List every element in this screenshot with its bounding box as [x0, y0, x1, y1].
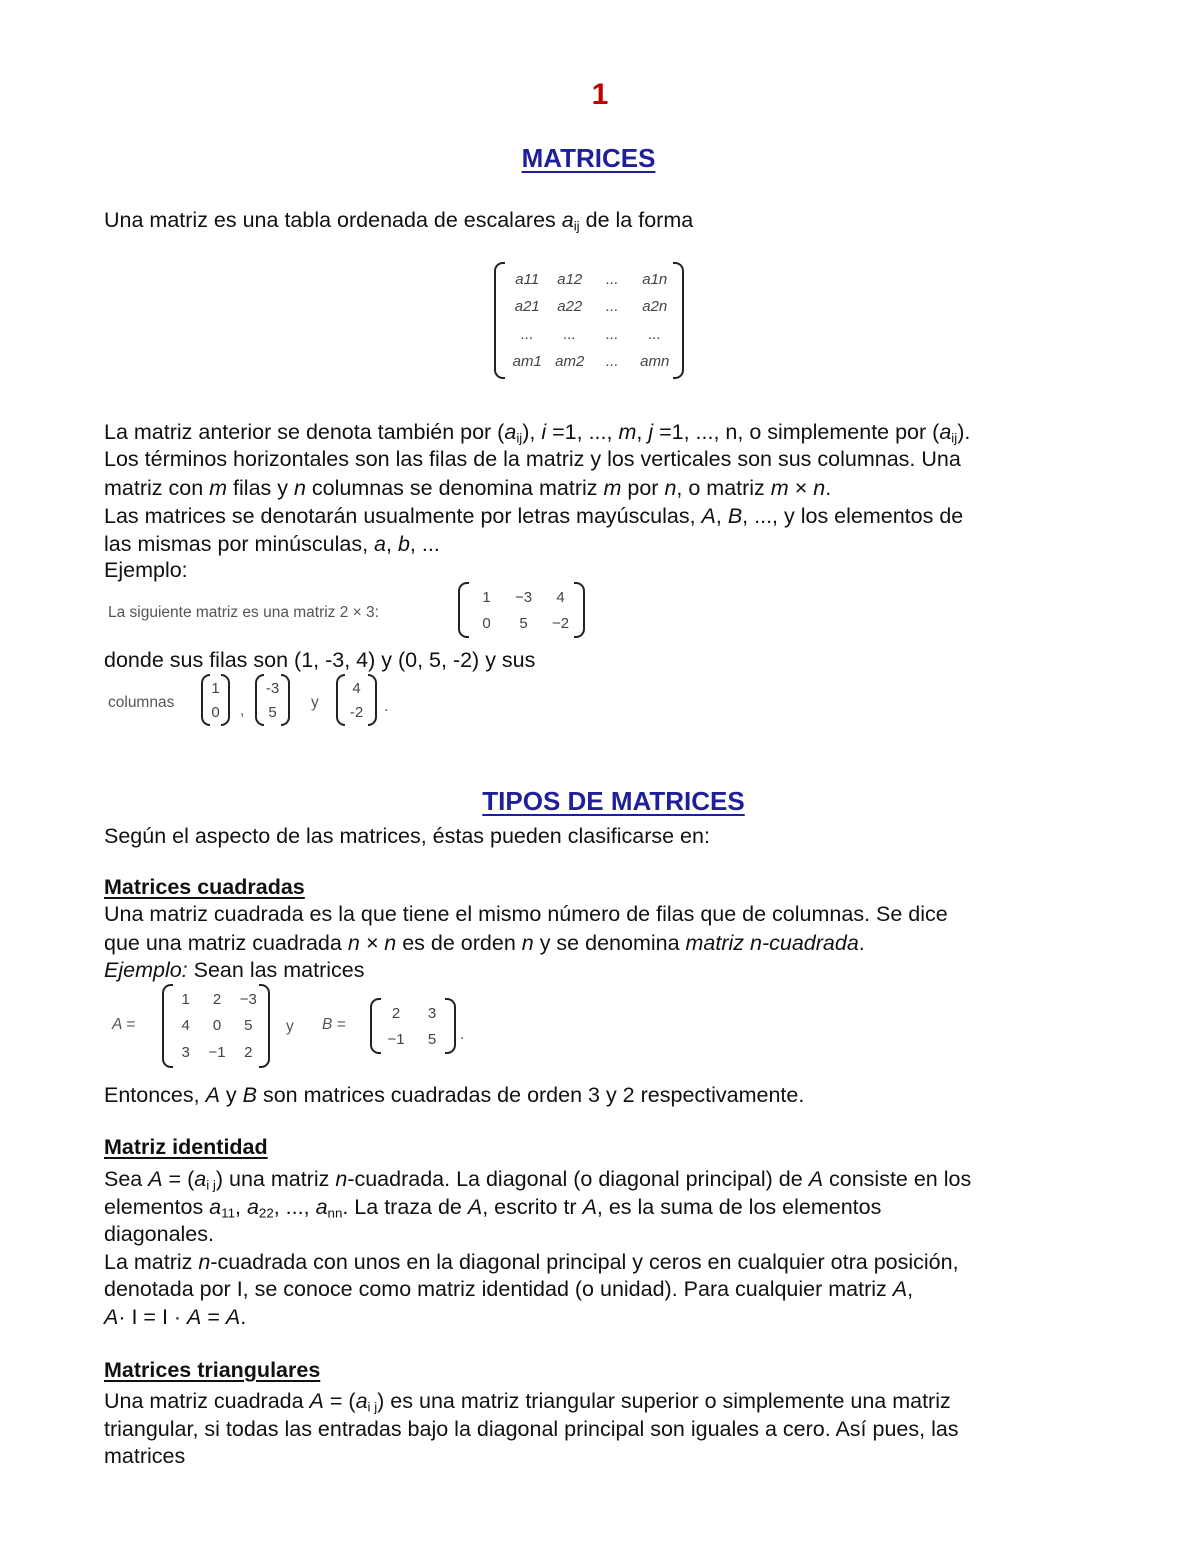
y-between-matrices: y	[286, 1018, 294, 1035]
matrix-entry: ...	[648, 325, 661, 343]
matrix-entry: −1	[208, 1044, 226, 1062]
identidad-line5: denotada por I, se conoce como matriz identidad (o unidad). Para cualquier matriz A,	[104, 1277, 914, 1301]
matrix-A	[162, 984, 270, 1068]
matrix-entry: a12	[557, 271, 583, 289]
page-title: MATRICES	[521, 143, 656, 173]
para1-line5: las mismas por minúsculas, a, b, ...	[104, 532, 440, 556]
column-vector-3	[336, 674, 377, 726]
matrix-entry: a21	[514, 298, 540, 316]
para1-line2: Los términos horizontales son las filas de la matriz y los verticales son sus columnas. Una	[104, 447, 961, 471]
matrix-entry: 2	[212, 990, 222, 1008]
matrix-entry: ...	[605, 271, 619, 289]
matrix-entry: a2n	[642, 298, 668, 316]
matrix-entry: 1	[211, 679, 220, 697]
para1-line1: La matriz anterior se denota también por $(a_{ij})$, i =1, ..., m, j =1, ..., n, o simplemente por $(a_{ij})$.	[104, 420, 971, 446]
matrix-entry: 5	[244, 1017, 253, 1035]
cuadradas-line2: que una matriz cuadrada n × n es de orden n y se denomina matriz n-cuadrada.	[104, 931, 865, 955]
para1-line4: Las matrices se denotarán usualmente por letras mayúsculas, A, B, ..., y los elementos de	[104, 504, 964, 528]
matrix-entry: −3	[239, 990, 257, 1008]
matrix-entry: am2	[555, 352, 585, 370]
triangulares-line1: Una matriz cuadrada $A = (a_{i j})$ es una matriz triangular superior o simplemente una matriz	[104, 1389, 951, 1415]
matrix-entry: ...	[520, 325, 534, 343]
matrix-entry: ...	[605, 352, 619, 370]
intro-line: Una matriz es una tabla ordenada de escalares $a_{ij}$ de la forma	[104, 208, 694, 234]
matrix-entry: a22	[557, 298, 583, 316]
rows-text: donde sus filas son (1, -3, 4) y (0, 5, -2) y sus	[104, 648, 536, 672]
triangulares-line2: triangular, si todas las entradas bajo la diagonal principal son iguales a cero. Así pues, las	[104, 1417, 959, 1441]
general-matrix	[494, 262, 684, 379]
matrix-B-label: B =	[322, 1016, 346, 1033]
matrix-entry: −3	[514, 588, 533, 606]
example1-text: La siguiente matriz es una matriz 2 × 3:	[108, 604, 379, 621]
matrix-entry: -3	[265, 679, 280, 697]
matrix-entry: am1	[512, 352, 542, 370]
para1-line3: matriz con m filas y n columnas se denomina matriz m por n, o matriz m × n.	[104, 476, 832, 500]
matrix-entry: 5	[268, 703, 277, 721]
identidad-line3: diagonales.	[104, 1222, 214, 1246]
identidad-line6: A· I = I · A = A.	[104, 1305, 247, 1329]
matrix-entry: amn	[640, 352, 670, 370]
heading-identidad: Matriz identidad	[104, 1135, 268, 1159]
matrix-entry: 1	[482, 588, 491, 606]
matrix-entry: 0	[212, 1017, 222, 1035]
example1-matrix	[458, 582, 585, 638]
matrix-B	[370, 998, 456, 1054]
example1-matrix-cells	[468, 584, 579, 636]
matrix-entry: −2	[551, 614, 570, 632]
cuadradas-line1: Una matriz cuadrada es la que tiene el mismo número de filas que de columnas. Se dice	[104, 902, 948, 926]
matrix-entry: 0	[482, 614, 491, 632]
cuadradas-line4: Entonces, A y B son matrices cuadradas de orden 3 y 2 respectivamente.	[104, 1083, 805, 1107]
matrix-B-dot: .	[460, 1026, 465, 1043]
triangulares-line3: matrices	[104, 1444, 186, 1468]
matrix-entry: 4	[181, 1017, 190, 1035]
general-matrix-cells	[506, 266, 676, 375]
ejemplo-label: Ejemplo:	[104, 558, 188, 582]
matrix-entry: a1n	[642, 271, 668, 289]
matrix-entry: 0	[211, 703, 220, 721]
cuadradas-line3: Ejemplo: Sean las matrices	[104, 958, 365, 982]
page-number: 1	[591, 78, 609, 111]
matrix-entry: 3	[181, 1044, 190, 1062]
matrix-entry: -2	[349, 703, 364, 721]
matrix-entry: 3	[427, 1004, 437, 1022]
matrix-entry: 1	[181, 990, 190, 1008]
matrix-entry: 2	[391, 1004, 401, 1022]
section-title-tipos: TIPOS DE MATRICES	[482, 786, 745, 816]
identidad-line1: Sea $A = (a_{i j})$ una matriz n-cuadrada. La diagonal (o diagonal principal) de A consiste en los	[104, 1167, 972, 1193]
matrix-entry: ...	[605, 325, 619, 343]
heading-triangulares: Matrices triangulares	[104, 1358, 321, 1382]
tipos-intro: Según el aspecto de las matrices, éstas pueden clasificarse en:	[104, 824, 710, 848]
matrix-entry: ...	[605, 298, 619, 316]
matrix-entry: 2	[244, 1044, 253, 1062]
y-word: y	[311, 694, 319, 711]
columns-label: columnas	[108, 694, 175, 711]
left-bracket	[494, 262, 505, 379]
column-vector-2	[255, 674, 290, 726]
end-dot: .	[384, 698, 389, 715]
matrix-entry: −1	[387, 1030, 405, 1048]
identidad-line2: elementos $a_{11}$, $a_{22}$, ..., $a_{nn}$. La traza de A, escrito tr A, es la suma de los elementos	[104, 1195, 882, 1221]
heading-cuadradas: Matrices cuadradas	[104, 875, 305, 899]
matrix-entry: a11	[515, 271, 540, 289]
matrix-entry: 5	[519, 614, 528, 632]
identidad-line4: La matriz n-cuadrada con unos en la diagonal principal y ceros en cualquier otra posición,	[104, 1250, 959, 1274]
comma-1: ,	[240, 702, 245, 719]
matrix-entry: ...	[563, 325, 576, 343]
matrix-A-label: A =	[112, 1016, 136, 1033]
column-vector-1	[201, 674, 230, 726]
matrix-entry: 4	[556, 588, 565, 606]
matrix-entry: 5	[427, 1030, 437, 1048]
matrix-entry: 4	[352, 679, 361, 697]
